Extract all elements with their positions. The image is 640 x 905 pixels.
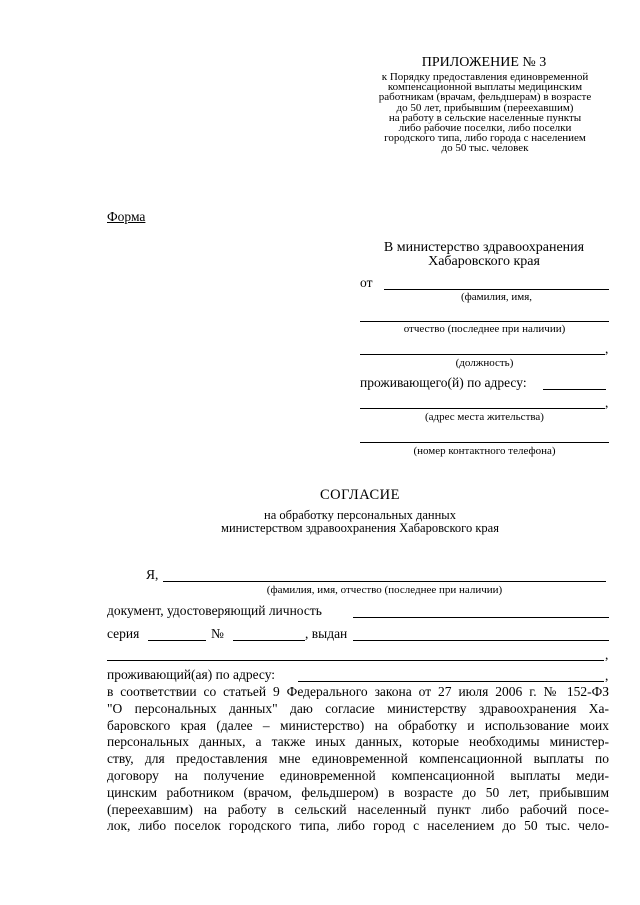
residing-label: проживающий(ая) по адресу:	[107, 667, 276, 682]
appendix-line: работникам (врачам, фельдшерам) в возрасте	[378, 91, 592, 104]
caption-name: (фамилия, имя,	[460, 291, 533, 303]
appendix-line: до 50 тыс. человек	[441, 142, 529, 155]
body-line: баровского края (далее – министерство) на обработку и использование моих	[107, 717, 609, 733]
series-label: серия	[107, 626, 140, 641]
body-line: лок, либо поселок городского типа, либо город с населением до 50 тыс. чело-	[107, 818, 609, 834]
caption-fio: (фамилия, имя, отчество (последнее при наличии)	[266, 584, 503, 596]
body-line: договору на получение единовременной компенсационной выплаты меди-	[107, 767, 609, 783]
body-line: "О персональных данных" даю согласие министерству здравоохранения Ха-	[107, 700, 609, 716]
i-label: Я,	[146, 567, 159, 582]
appendix-line: компенсационной выплаты медицинским	[387, 81, 583, 94]
position-field[interactable]	[360, 354, 605, 355]
document-field[interactable]	[353, 617, 609, 618]
body-line: (переехавшим) на работу в сельский населенный пункт либо рабочий посе-	[107, 801, 609, 817]
caption-patronymic: отчество (последнее при наличии)	[403, 323, 566, 335]
caption-position: (должность)	[455, 357, 514, 369]
body-line: персональных данных, а также иных данных, которые необходимы министер-	[107, 734, 609, 750]
number-label: №	[211, 626, 224, 641]
body-line: цинским работником (врачом, фельдшером) в возрасте до 50 лет, прибывшим	[107, 784, 609, 800]
phone-field[interactable]	[360, 442, 609, 443]
from-label: от	[360, 275, 373, 290]
comma: ,	[605, 395, 609, 410]
consent-subtitle-line2: министерством здравоохранения Хабаровского края	[221, 520, 499, 535]
body-line: в соответствии со статьей 9 Федерального закона от 27 июля 2006 г. № 152-ФЗ	[107, 684, 609, 699]
caption-address: (адрес места жительства)	[425, 411, 544, 423]
addressee-line2: Хабаровского края	[428, 254, 540, 269]
consent-subtitle	[160, 509, 560, 534]
consent-body	[107, 684, 609, 835]
series-field[interactable]	[148, 640, 206, 641]
comma: ,	[605, 668, 609, 683]
residing-field[interactable]	[298, 681, 604, 682]
addressee-block	[360, 241, 608, 269]
appendix-line: городского типа, либо города с населением	[384, 132, 586, 145]
comma: ,	[605, 647, 609, 662]
addressee-line1: В министерство здравоохранения	[383, 240, 585, 255]
patronymic-field[interactable]	[360, 321, 609, 322]
appendix-line: на работу в сельские населенные пункты	[388, 111, 582, 124]
comma: ,	[605, 341, 609, 356]
from-name-field[interactable]	[384, 289, 609, 290]
appendix-line: до 50 лет, прибывшим (переехавшим)	[396, 101, 574, 114]
document-label: документ, удостоверяющий личность	[107, 603, 322, 618]
address-field[interactable]	[360, 408, 605, 409]
form-label: Форма	[107, 209, 146, 224]
appendix-title: ПРИЛОЖЕНИЕ № 3	[421, 55, 547, 70]
body-line: ству, для предоставления мне единовременной компенсационной выплаты по	[107, 751, 609, 767]
consent-title: СОГЛАСИЕ	[319, 487, 401, 503]
issued-field[interactable]	[353, 640, 609, 641]
issued-continuation-field[interactable]	[107, 660, 604, 661]
issued-label: , выдан	[305, 626, 348, 641]
number-field[interactable]	[233, 640, 305, 641]
appendix-line: к Порядку предоставления единовременной	[381, 71, 589, 83]
residing-address-field[interactable]	[543, 389, 606, 390]
appendix-line: либо рабочие поселки, либо поселки	[398, 122, 572, 135]
fio-field[interactable]	[163, 581, 606, 582]
appendix-subtitle	[356, 72, 614, 154]
consent-subtitle-line1: на обработку персональных данных	[264, 508, 456, 522]
caption-phone: (номер контактного телефона)	[413, 445, 556, 457]
residing-label: проживающего(й) по адресу:	[360, 375, 527, 390]
